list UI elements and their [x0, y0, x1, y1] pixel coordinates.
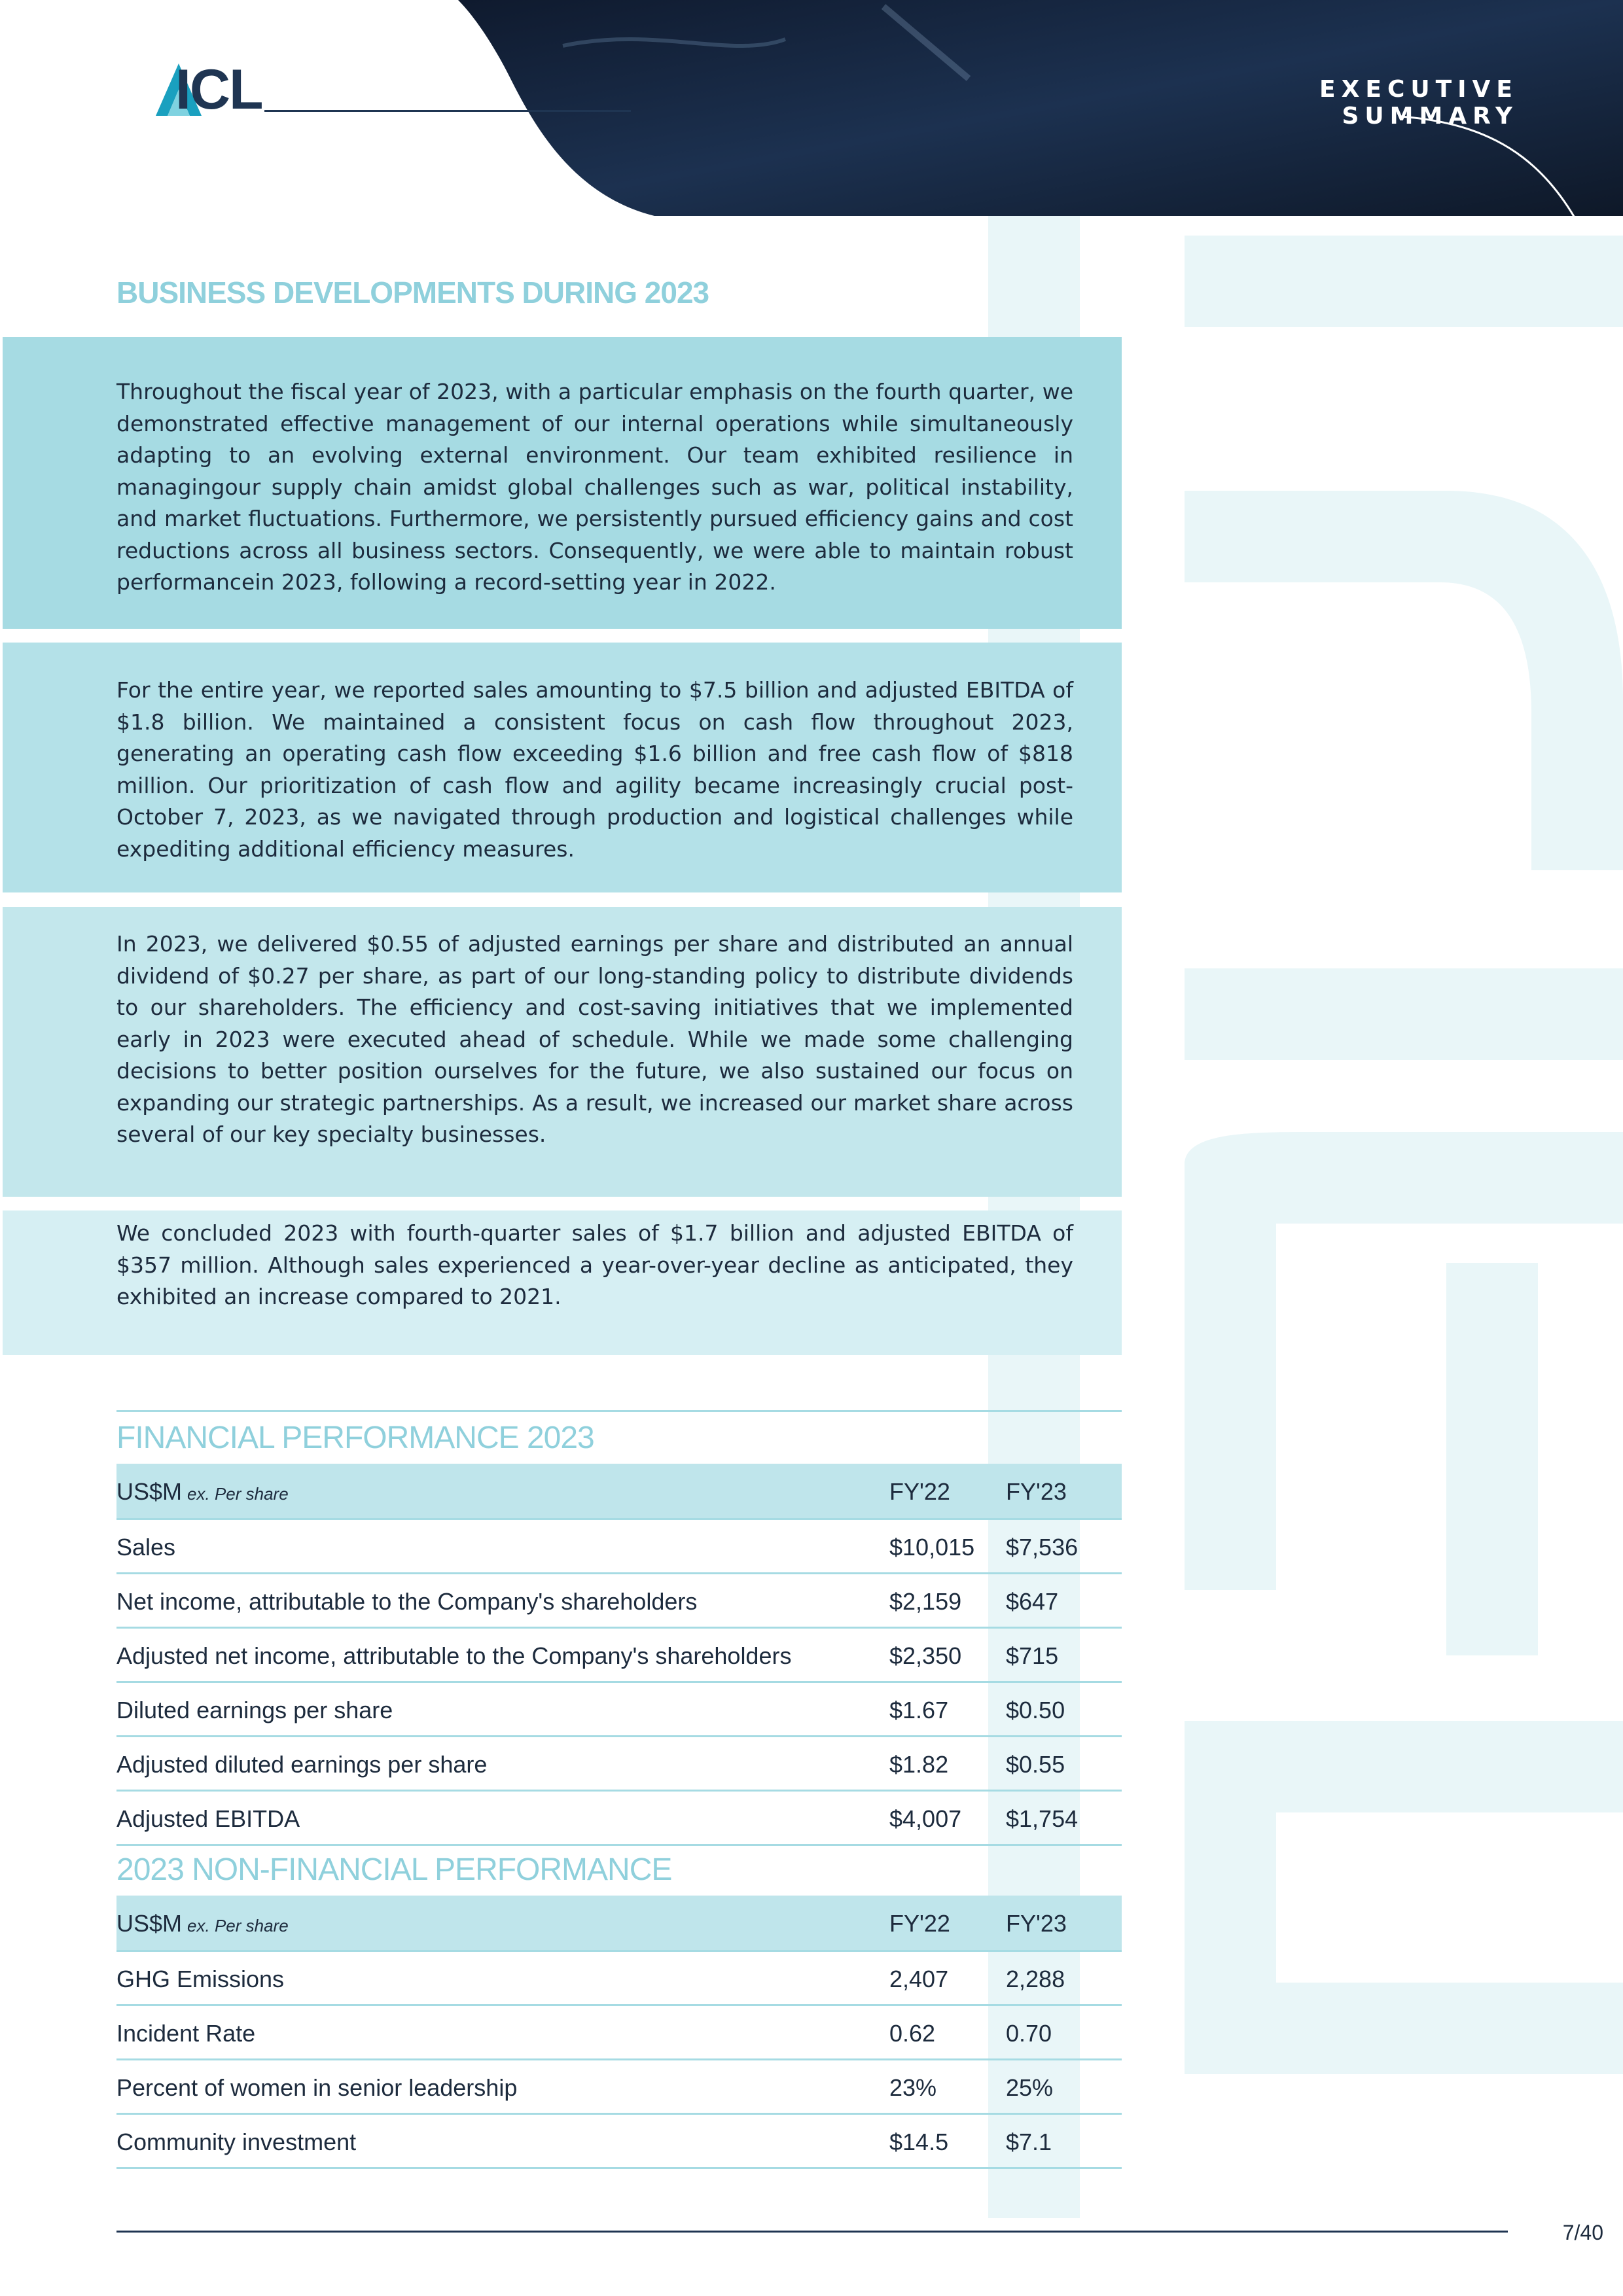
paragraph-text: In 2023, we delivered $0.55 of adjusted earnings per share and distributed an annual dividend of $0.27 per share, as part of our long-standing policy to distribute dividends to our shareholders. The efficiency and cost-saving initiatives that we implemented early in 2023 were executed ahead of schedule. While we made some challenging decisions to better position ourselves for the future, we also sustained our focus on expanding our strategic partnerships. As a result, we increased our market share across several of our key specialty businesses.: [116, 931, 1073, 1147]
header-unit: US$M: [116, 1910, 183, 1937]
non-financial-table-title: 2023 NON-FINANCIAL PERFORMANCE: [116, 1852, 672, 1887]
row-fy23: 25%: [1006, 2074, 1054, 2101]
row-label: Sales: [116, 1534, 176, 1561]
row-label: Percent of women in senior leadership: [116, 2074, 518, 2101]
table-row: [116, 1952, 1122, 2006]
header-label: [116, 1896, 289, 1954]
row-label: Adjusted EBITDA: [116, 1805, 300, 1832]
table-header-row: [116, 1464, 1122, 1520]
header-fy22: FY'22: [889, 1478, 950, 1505]
icl-logo-text: ICL: [175, 58, 262, 121]
table-row: [116, 1629, 1122, 1683]
non-financial-table: [116, 1896, 1122, 2169]
row-fy22: $2,350: [889, 1642, 962, 1669]
header-fy22: FY'22: [889, 1910, 950, 1937]
row-fy22: 2,407: [889, 1966, 949, 1992]
row-fy22: $2,159: [889, 1588, 962, 1615]
row-fy23: $647: [1006, 1588, 1059, 1615]
row-label: Net income, attributable to the Company's shareholders: [116, 1588, 698, 1615]
row-fy22: $1.82: [889, 1751, 949, 1778]
table-row: [116, 1520, 1122, 1574]
paragraph-panel: [3, 1210, 1122, 1355]
row-fy22: $14.5: [889, 2128, 949, 2155]
table-row: [116, 2115, 1122, 2169]
row-fy23: $0.55: [1006, 1751, 1065, 1778]
header-rule: [264, 110, 631, 112]
header-label: [116, 1464, 289, 1522]
paragraph-text: Throughout the fiscal year of 2023, with a particular emphasis on the fourth quarter, we demonstrated effective management of our internal operations while simultaneously adapting to an evolving external environment. Our team exhibited resilience in managingour supply chain amidst global challenges such as war, political instability, and market fluctuations. Furthermore, we persistently pursued efficiency gains and cost reductions across all business sectors. Consequently, we were able to maintain robust performancein 2023, following a record-setting year in 2022.: [116, 379, 1073, 595]
paragraph-panel: [3, 337, 1122, 629]
table-top-rule: [116, 1410, 1122, 1412]
paragraph-panel: [3, 907, 1122, 1197]
row-label: GHG Emissions: [116, 1966, 285, 1992]
row-fy23: $1,754: [1006, 1805, 1079, 1832]
footer-rule: [116, 2231, 1508, 2233]
row-fy23: 2,288: [1006, 1966, 1065, 1992]
row-fy22: $1.67: [889, 1697, 949, 1723]
page-number: 7/40: [1562, 2221, 1603, 2244]
row-fy23: $0.50: [1006, 1697, 1065, 1723]
table-row: [116, 1683, 1122, 1737]
row-fy23: $715: [1006, 1642, 1059, 1669]
row-label: Adjusted diluted earnings per share: [116, 1751, 488, 1778]
header-fy23: FY'23: [1006, 1910, 1067, 1937]
table-row: [116, 2006, 1122, 2060]
row-fy22: $4,007: [889, 1805, 962, 1832]
row-label: Diluted earnings per share: [116, 1697, 393, 1723]
paragraph-text: For the entire year, we reported sales amounting to $7.5 billion and adjusted EBITDA of $1.8 billion. We maintained a consistent focus on cash flow throughout 2023, generating an operating cash flow exceeding $1.6 billion and free cash flow of $818 million. Our prioritization of cash flow and agility became increasingly crucial post-October 7, 2023, as we navigated through production and logistical challenges while expediting additional efficiency measures.: [116, 677, 1073, 862]
table-row: [116, 1737, 1122, 1792]
header-unit: US$M: [116, 1478, 183, 1505]
table-row: [116, 1792, 1122, 1846]
paragraph-text: We concluded 2023 with fourth-quarter sales of $1.7 billion and adjusted EBITDA of $357 million. Although sales experienced a year-over-year decline as anticipated, they exhibited an increase compared to 2021.: [116, 1220, 1073, 1309]
section-label: EXECUTIVE SUMMARY: [1319, 76, 1518, 130]
header-note: ex. Per share: [187, 1484, 289, 1504]
financial-table: [116, 1464, 1122, 1846]
row-fy23: $7.1: [1006, 2128, 1052, 2155]
header-note: ex. Per share: [187, 1916, 289, 1935]
table-header-row: [116, 1896, 1122, 1952]
row-label: Adjusted net income, attributable to the Company's shareholders: [116, 1642, 792, 1669]
business-developments-title: BUSINESS DEVELOPMENTS DURING 2023: [116, 275, 709, 309]
header-fy23: FY'23: [1006, 1478, 1067, 1505]
row-fy22: 0.62: [889, 2020, 936, 2047]
paragraph-panel: [3, 643, 1122, 892]
row-fy22: $10,015: [889, 1534, 975, 1561]
row-fy23: 0.70: [1006, 2020, 1052, 2047]
row-fy23: $7,536: [1006, 1534, 1079, 1561]
financial-table-title: FINANCIAL PERFORMANCE 2023: [116, 1421, 594, 1455]
table-row: [116, 1574, 1122, 1629]
row-fy22: 23%: [889, 2074, 937, 2101]
row-label: Incident Rate: [116, 2020, 256, 2047]
table-row: [116, 2060, 1122, 2115]
row-label: Community investment: [116, 2128, 357, 2155]
